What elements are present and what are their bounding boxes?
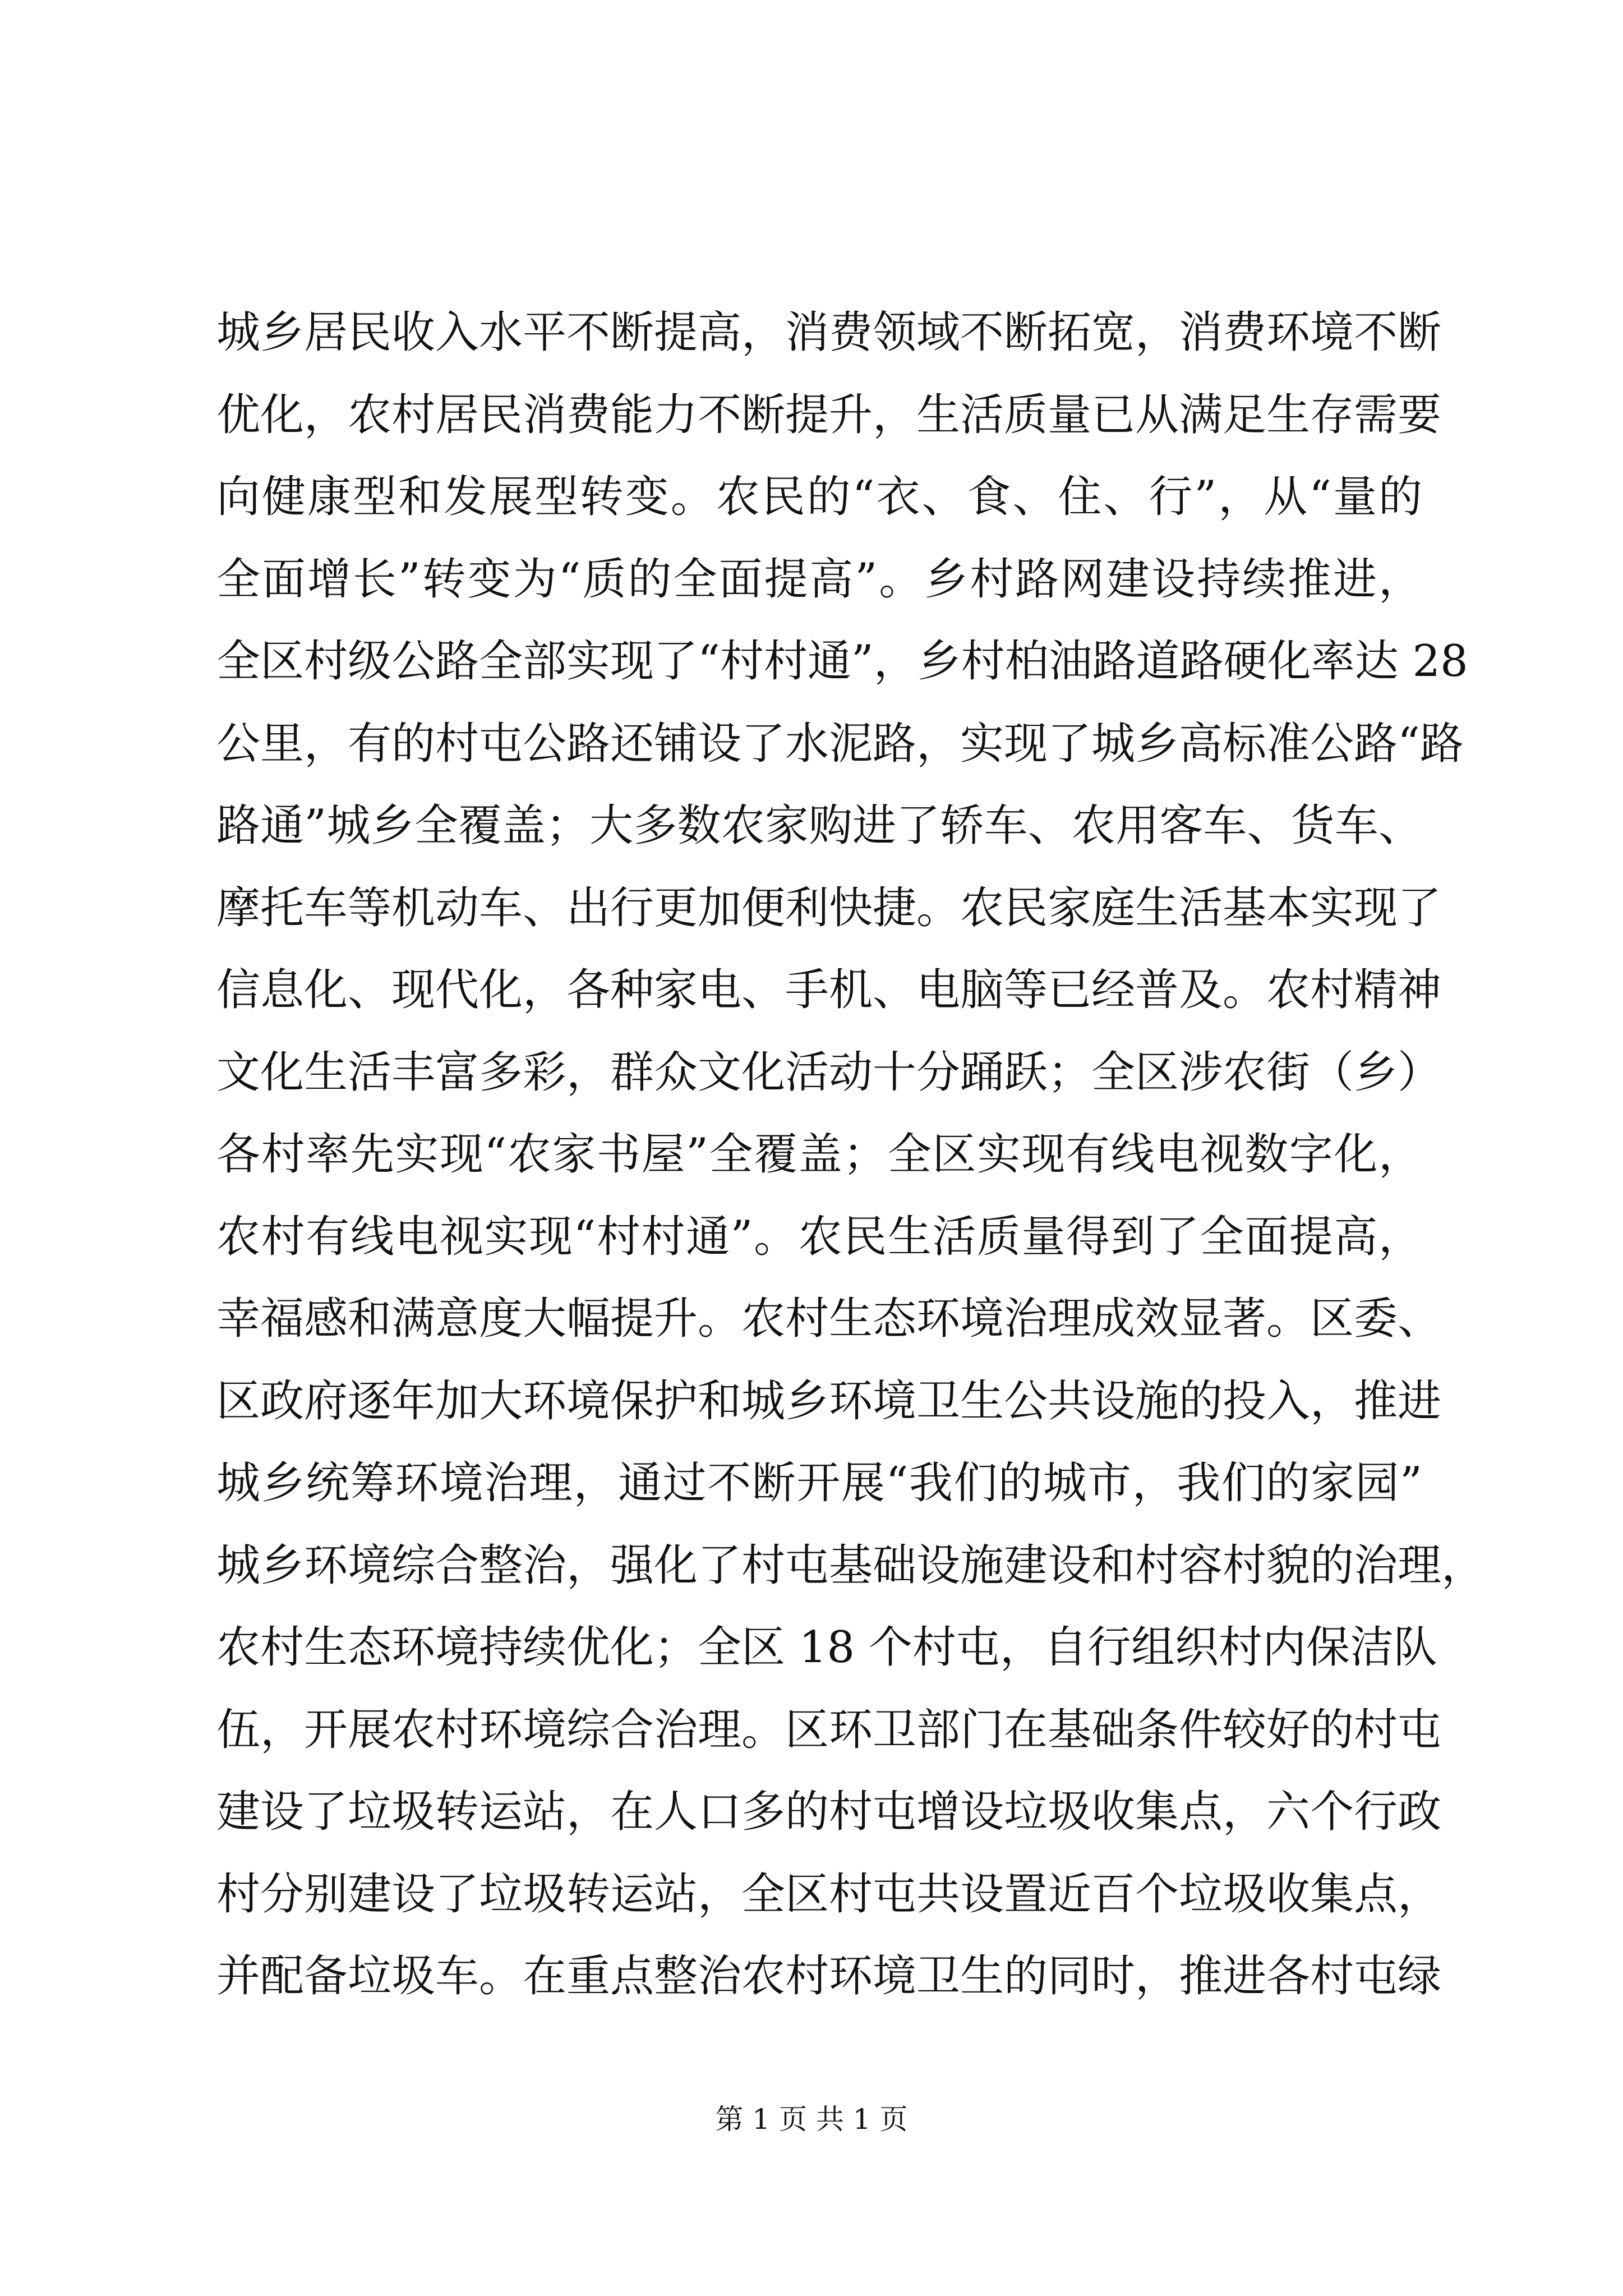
- text-line: 文化生活丰富多彩，群众文化活动十分踊跃；全区涉农街（乡）: [216, 1047, 1442, 1098]
- text-line: 信息化、现代化，各种家电、手机、电脑等已经普及。农村精神: [216, 965, 1442, 1015]
- text-line: 路通”城乡全覆盖；大多数农家购进了轿车、农用客车、货车、: [216, 800, 1422, 851]
- text-line: 优化，农村居民消费能力不断提升，生活质量已从满足生存需要: [216, 389, 1442, 440]
- text-line: 各村率先实现“农家书屋”全覆盖；全区实现有线电视数字化，: [216, 1129, 1422, 1180]
- body-paragraph: [216, 292, 1486, 2018]
- text-line: 摩托车等机动车、出行更加便利快捷。农民家庭生活基本实现了: [216, 882, 1442, 933]
- text-line: 向健康型和发展型转变。农民的“衣、食、住、行”，从“量的: [216, 472, 1422, 522]
- text-line: 伍，开展农村环境综合治理。区环卫部门在基础条件较好的村屯: [216, 1704, 1442, 1755]
- text-line: 城乡居民收入水平不断提高，消费领域不断拓宽，消费环境不断: [216, 307, 1442, 358]
- text-line: 城乡统筹环境治理，通过不断开展“我们的城市，我们的家园”: [216, 1458, 1422, 1508]
- text-line: 全面增长”转变为“质的全面提高”。乡村路网建设持续推进，: [216, 554, 1422, 605]
- page-number-label: 第 1 页 共 1 页: [715, 2103, 908, 2136]
- text-line: 农村生态环境持续优化；全区 18 个村屯，自行组织村内保洁队: [216, 1622, 1437, 1673]
- text-line: 幸福感和满意度大幅提升。农村生态环境治理成效显著。区委、: [216, 1294, 1442, 1344]
- text-line: 农村有线电视实现“村村通”。农民生活质量得到了全面提高，: [216, 1211, 1422, 1262]
- text-line: 城乡环境综合整治，强化了村屯基础设施建设和村容村貌的治理，: [216, 1540, 1486, 1591]
- text-line: 公里，有的村屯公路还铺设了水泥路，实现了城乡高标准公路“路: [216, 718, 1464, 769]
- text-line: 村分别建设了垃圾转运站，全区村屯共设置近百个垃圾收集点，: [216, 1869, 1442, 1920]
- text-line: 并配备垃圾车。在重点整治农村环境卫生的同时，推进各村屯绿: [216, 1951, 1442, 2001]
- text-line: 全区村级公路全部实现了“村村通”，乡村柏油路道路硬化率达 28: [216, 636, 1468, 687]
- text-line: 建设了垃圾转运站，在人口多的村屯增设垃圾收集点，六个行政: [216, 1787, 1442, 1837]
- page-footer: [0, 2102, 1623, 2136]
- text-line: 区政府逐年加大环境保护和城乡环境卫生公共设施的投入，推进: [216, 1375, 1442, 1427]
